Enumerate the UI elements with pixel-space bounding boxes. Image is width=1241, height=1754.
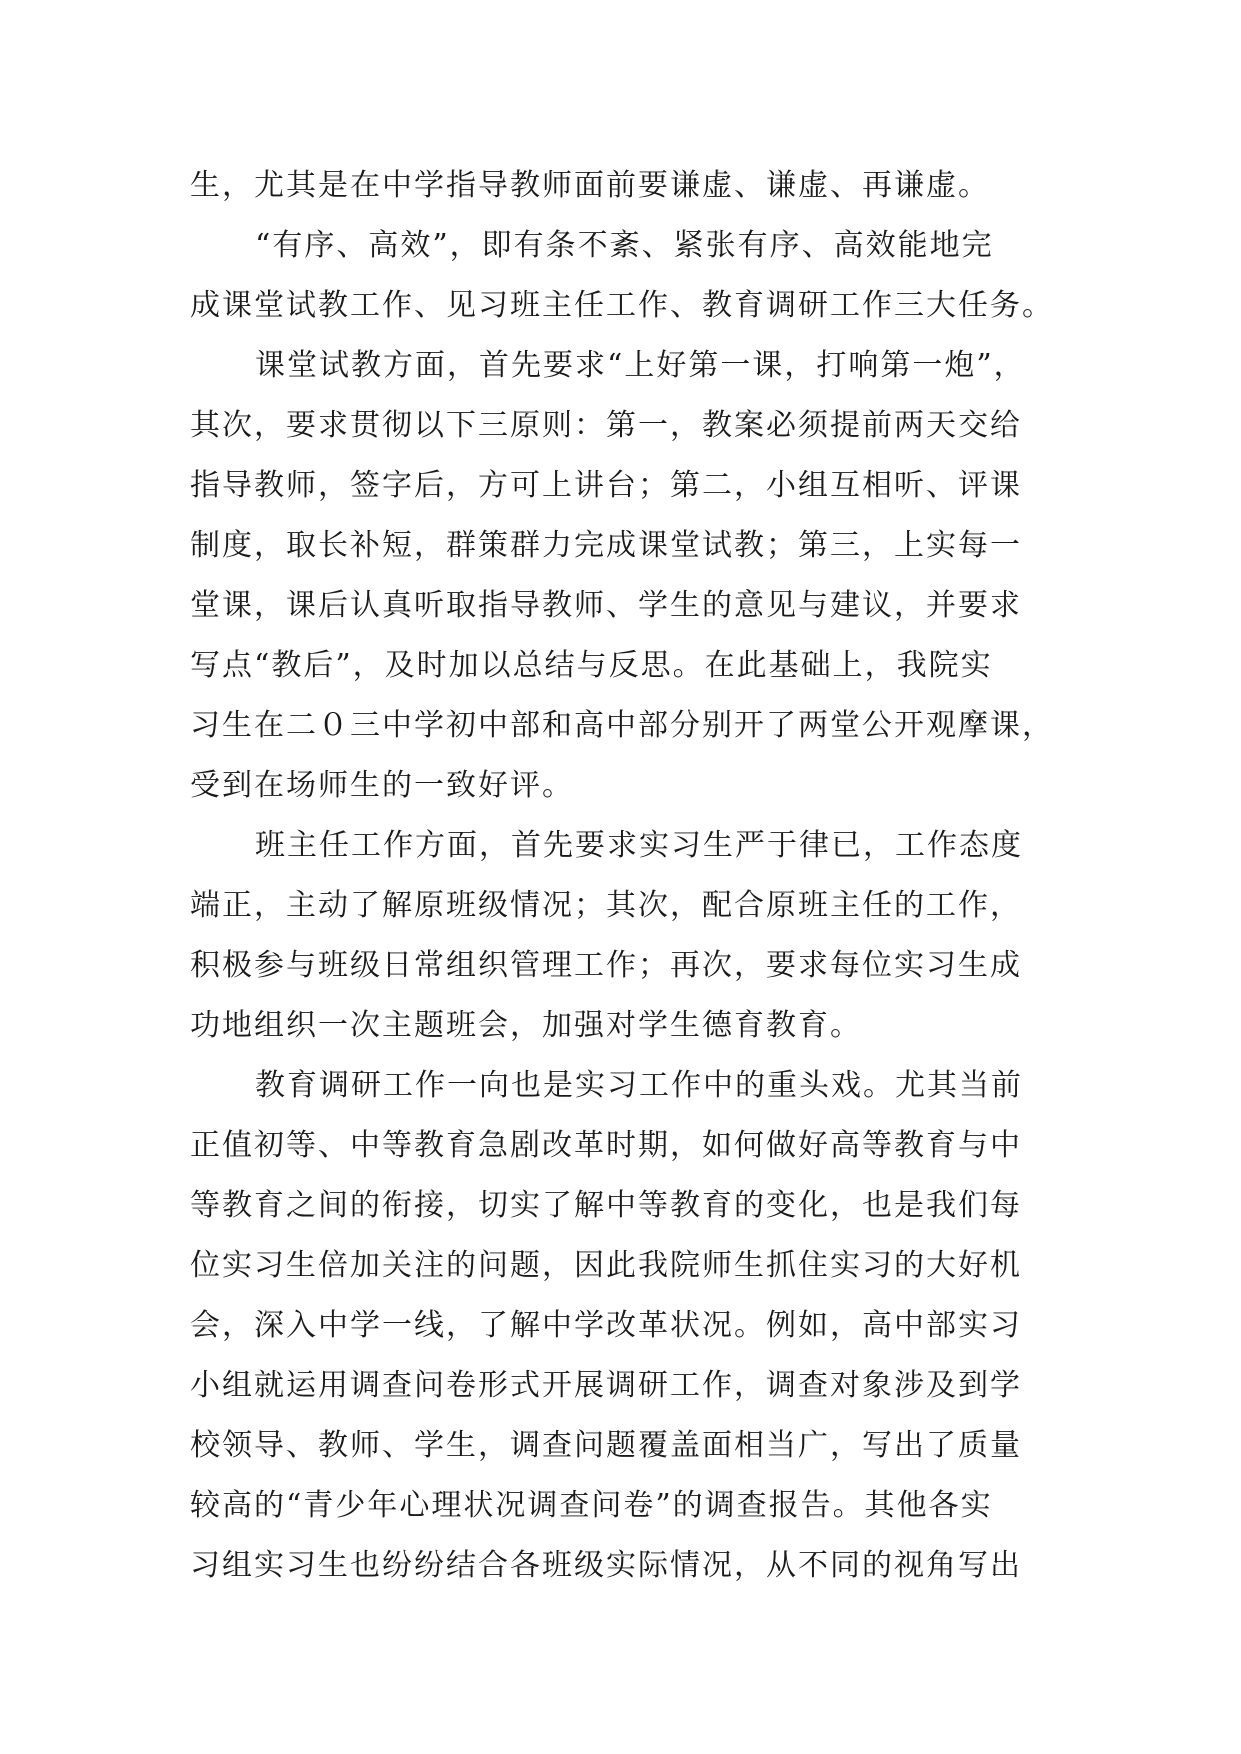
text-line: 功地组织一次主题班会，加强对学生德育教育。 [190,1008,862,1043]
text-line: 其次，要求贯彻以下三原则：第一，教案必须提前两天交给 [190,408,1022,443]
text-line: 位实习生倍加关注的问题，因此我院师生抓住实习的大好机 [190,1248,1022,1283]
text-line: 习生在二０三中学初中部和高中部分别开了两堂公开观摩课， [190,708,1054,743]
text-line: 教育调研工作一向也是实习工作中的重头戏。尤其当前 [255,1068,1023,1103]
text-line: 班主任工作方面，首先要求实习生严于律已，工作态度 [255,828,1023,863]
text-line: 等教育之间的衔接，切实了解中等教育的变化，也是我们每 [190,1188,1022,1223]
text-line: 受到在场师生的一致好评。 [190,768,574,803]
text-line: 较高的“青少年心理状况调查问卷”的调查报告。其他各实 [190,1488,993,1523]
text-line: 习组实习生也纷纷结合各班级实际情况，从不同的视角写出 [190,1548,1022,1583]
text-line: 指导教师，签字后，方可上讲台；第二，小组互相听、评课 [190,468,1022,503]
text-line: “有序、高效”，即有条不紊、紧张有序、高效能地完 [255,228,994,263]
text-line: 写点“教后”，及时加以总结与反思。在此基础上，我院实 [190,648,993,683]
text-line: 课堂试教方面，首先要求“上好第一课，打响第一炮”， [255,348,1026,383]
text-line: 小组就运用调查问卷形式开展调研工作，调查对象涉及到学 [190,1368,1022,1403]
text-line: 端正，主动了解原班级情况；其次，配合原班主任的工作， [190,888,1022,923]
text-line: 堂课，课后认真听取指导教师、学生的意见与建议，并要求 [190,588,1022,623]
text-line: 会，深入中学一线，了解中学改革状况。例如，高中部实习 [190,1308,1022,1343]
text-line: 正值初等、中等教育急剧改革时期，如何做好高等教育与中 [190,1128,1022,1163]
text-line: 校领导、教师、学生，调查问题覆盖面相当广，写出了质量 [190,1428,1022,1463]
text-line: 制度，取长补短，群策群力完成课堂试教；第三，上实每一 [190,528,1022,563]
text-line: 成课堂试教工作、见习班主任工作、教育调研工作三大任务。 [190,288,1054,323]
text-line: 积极参与班级日常组织管理工作；再次，要求每位实习生成 [190,948,1022,983]
text-line: 生，尤其是在中学指导教师面前要谦虚、谦虚、再谦虚。 [190,168,990,203]
